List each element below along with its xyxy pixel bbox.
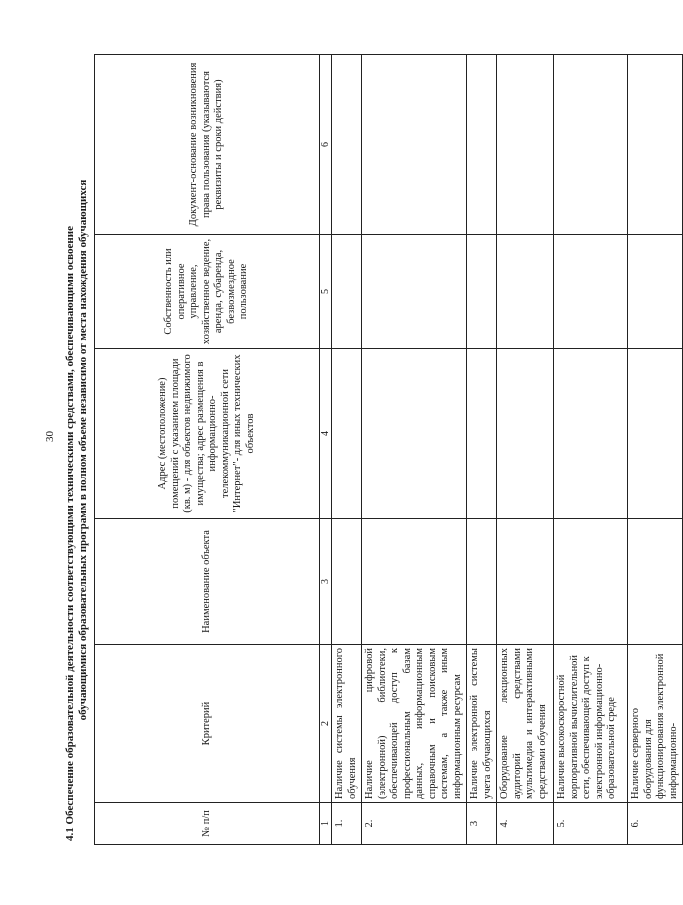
technical-means-table (94, 54, 683, 845)
table-row (332, 55, 362, 845)
page-number: 30 (44, 431, 56, 442)
header-object-name: Наименование объекта (95, 519, 320, 645)
column-number: 6 (320, 55, 332, 235)
column-number: 1 (320, 803, 332, 845)
row-document-basis (628, 55, 683, 235)
row-criterion: Наличие высокоскоростной корпоративной вычислительной сети, обеспечивающей доступ к электронной информационно-образовательной среде (554, 645, 628, 803)
row-document-basis (332, 55, 362, 235)
row-ownership (628, 235, 683, 349)
row-address (554, 349, 628, 519)
row-number: 3 (467, 803, 497, 845)
column-number: 5 (320, 235, 332, 349)
section-heading (60, 55, 94, 845)
column-number: 2 (320, 645, 332, 803)
table-row (497, 55, 554, 845)
row-object-name (362, 519, 467, 645)
row-criterion: Наличие электронной системы учета обучающихся (467, 645, 497, 803)
column-number: 3 (320, 519, 332, 645)
row-ownership (554, 235, 628, 349)
row-document-basis (497, 55, 554, 235)
row-criterion: Наличие серверного оборудования для функционирования электронной информационно- (628, 645, 683, 803)
rotated-document (60, 55, 679, 845)
header-ownership: Собственность или оперативное управление, хозяйственное ведение, аренда, субаренда, безвозмездное пользование (95, 235, 320, 349)
row-number: 2. (362, 803, 467, 845)
row-object-name (497, 519, 554, 645)
header-number: № п/п (95, 803, 320, 845)
row-document-basis (554, 55, 628, 235)
row-object-name (332, 519, 362, 645)
section-title-line-1: 4.1 Обеспечение образовательной деятельности соответствующими техническими средствами, обеспечивающими освоение (64, 226, 76, 841)
table-row (467, 55, 497, 845)
row-criterion: Наличие системы электронного обучения (332, 645, 362, 803)
row-object-name (467, 519, 497, 645)
header-document-basis: Документ-основание возникновения права пользования (указываются реквизиты и сроки действия) (95, 55, 320, 235)
header-criterion: Критерий (95, 645, 320, 803)
row-number: 5. (554, 803, 628, 845)
row-ownership (497, 235, 554, 349)
header-address: Адрес (местоположение) помещений с указанием площади (кв. м) - для объектов недвижимого имущества; адрес размещения в информационно-телекоммуникационной сети "Интернет"- для иных технических объектов (95, 349, 320, 519)
table-row (554, 55, 628, 845)
row-address (497, 349, 554, 519)
row-object-name (554, 519, 628, 645)
table-header-row (95, 55, 320, 845)
column-number: 4 (320, 349, 332, 519)
row-ownership (332, 235, 362, 349)
table-row (362, 55, 467, 845)
column-number-row (320, 55, 332, 845)
row-criterion: Наличие цифровой (электронной) библиотеки, обеспечивающей доступ к профессиональным базам данных, информационным справочным и поисковым системам, а также иным информационным ресурсам (362, 645, 467, 803)
row-number: 6. (628, 803, 683, 845)
row-ownership (467, 235, 497, 349)
row-number: 1. (332, 803, 362, 845)
row-ownership (362, 235, 467, 349)
row-object-name (628, 519, 683, 645)
section-title-line-2: обучающимися образовательных программ в полном объеме независимо от места нахождения обучающихся (77, 179, 89, 721)
row-criterion: Оборудование лекционных аудиторий средствами мультимедиа и интерактивными средствами обучения (497, 645, 554, 803)
row-address (362, 349, 467, 519)
table-row (628, 55, 683, 845)
row-address (628, 349, 683, 519)
row-address (332, 349, 362, 519)
row-document-basis (467, 55, 497, 235)
row-address (467, 349, 497, 519)
row-number: 4. (497, 803, 554, 845)
row-document-basis (362, 55, 467, 235)
